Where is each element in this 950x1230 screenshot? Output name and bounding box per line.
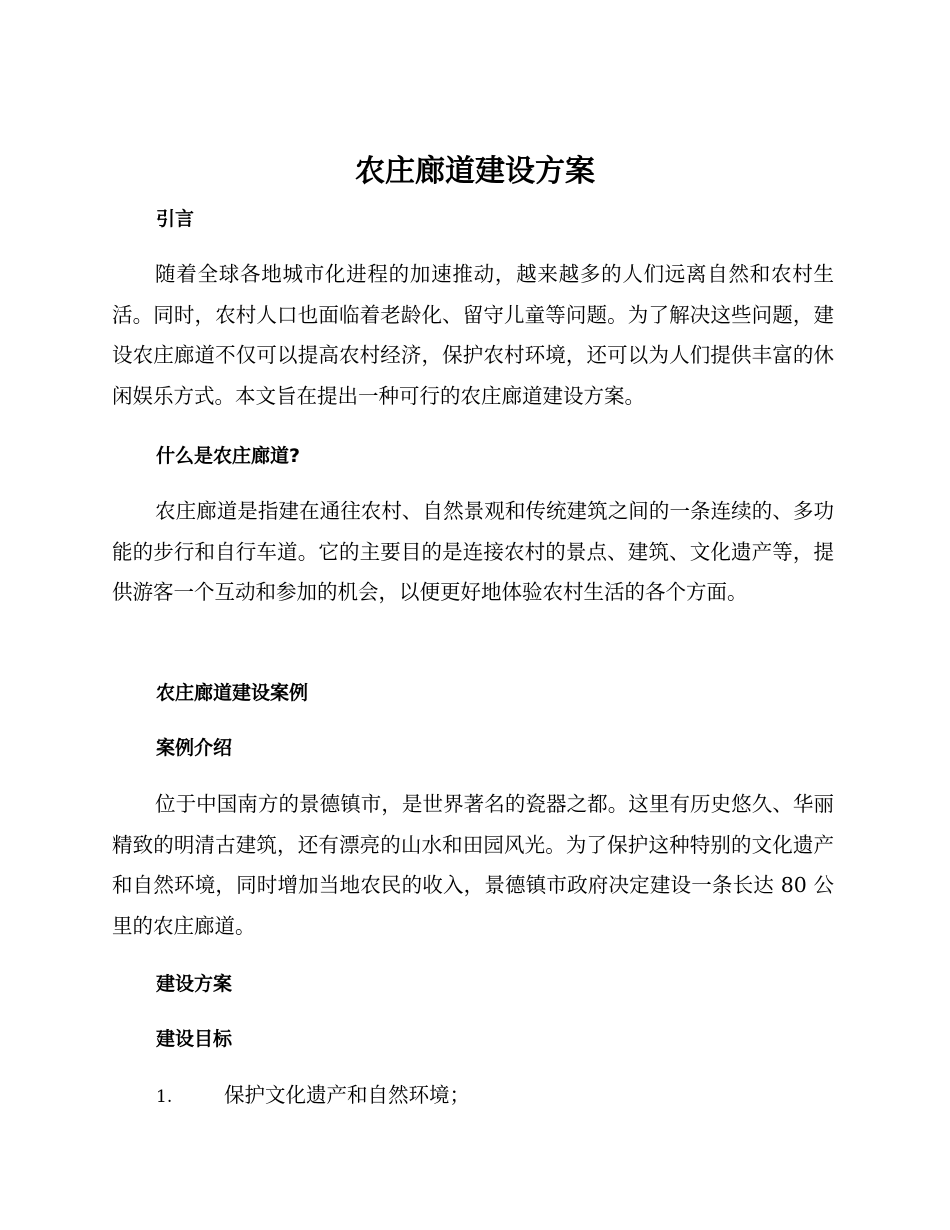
section-heading-what-is-farm-corridor: 什么是农庄廊道? [156, 445, 301, 467]
paragraph-definition: 农庄廊道是指建在通往农村、自然景观和传统建筑之间的一条连续的、多功能的步行和自行车道。它的主要目的是连接农村的景点、建筑、文化遗产等，提供游客一个互动和参加的机会，以便更好地体验农村生活的各个方面。 [112, 499, 834, 604]
list-item-text: 保护文化遗产和自然环境； [224, 1083, 470, 1107]
section-heading-introduction: 引言 [156, 208, 195, 230]
section-heading-construction-plan: 建设方案 [156, 973, 233, 995]
document-title: 农庄廊道建设方案 [355, 154, 595, 189]
section-heading-case-introduction: 案例介绍 [156, 737, 233, 759]
list-item [156, 1078, 470, 1114]
section-heading-construction-case: 农庄廊道建设案例 [156, 682, 309, 704]
paragraph-introduction: 随着全球各地城市化进程的加速推动，越来越多的人们远离自然和农村生活。同时，农村人口也面临着老龄化、留守儿童等问题。为了解决这些问题，建设农庄廊道不仅可以提高农村经济，保护农村环境，还可以为人们提供丰富的休闲娱乐方式。本文旨在提出一种可行的农庄廊道建设方案。 [112, 262, 834, 408]
section-heading-construction-goals: 建设目标 [156, 1028, 233, 1050]
list-item-number: 1. [156, 1087, 173, 1107]
paragraph-case-introduction: 位于中国南方的景德镇市，是世界著名的瓷器之都。这里有历史悠久、华丽精致的明清古建筑，还有漂亮的山水和田园风光。为了保护这种特别的文化遗产和自然环境，同时增加当地农民的收入，景德镇市政府决定建设一条长达 80 公里的农庄廊道。 [112, 792, 834, 938]
